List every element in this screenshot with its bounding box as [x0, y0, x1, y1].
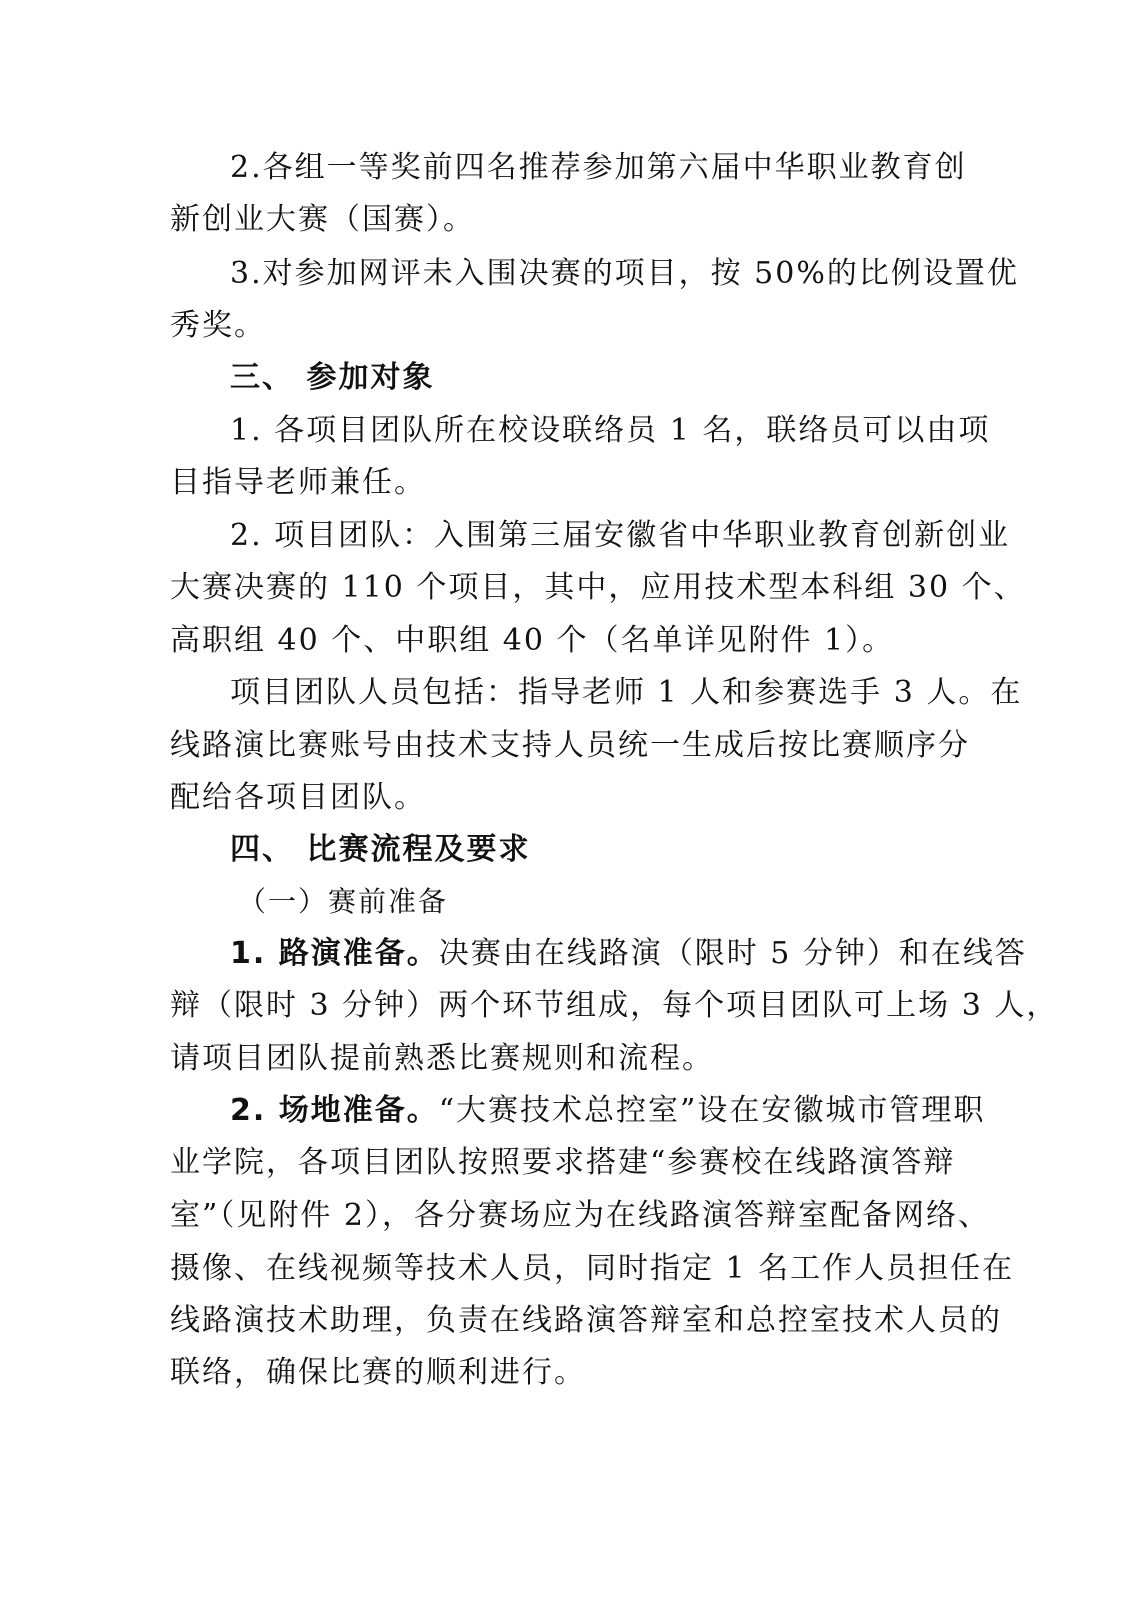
inline-bold-title: 2. 场地准备。 [230, 1093, 439, 1128]
paragraph-line: 秀奖。 [170, 308, 266, 343]
paragraph-line: 大赛决赛的 110 个项目，其中，应用技术型本科组 30 个、 [170, 570, 1026, 605]
inline-bold-title: 1. 路演准备。 [230, 936, 439, 971]
paragraph-text: “大赛技术总控室”设在安徽城市管理职 [438, 1093, 986, 1128]
paragraph-line: 线路演比赛账号由技术支持人员统一生成后按比赛顺序分 [170, 728, 970, 763]
paragraph-line: 辩（限时 3 分钟）两个环节组成，每个项目团队可上场 3 人， [170, 988, 1059, 1023]
paragraph-line [230, 934, 1027, 974]
paragraph-text: 决赛由在线路演（限时 5 分钟）和在线答 [438, 936, 1027, 971]
section-heading: 四、 比赛流程及要求 [230, 832, 531, 867]
paragraph-line: 2. 项目团队：入围第三届安徽省中华职业教育创新创业 [230, 518, 1011, 553]
paragraph-line: 室”（见附件 2），各分赛场应为在线路演答辩室配备网络、 [170, 1198, 990, 1233]
paragraph-line: 3.对参加网评未入围决赛的项目，按 50%的比例设置优 [230, 256, 1019, 291]
paragraph-line: 请项目团队提前熟悉比赛规则和流程。 [170, 1041, 714, 1076]
paragraph-line: 新创业大赛（国赛）。 [170, 202, 475, 237]
paragraph-line [230, 1091, 986, 1131]
paragraph-line: 配给各项目团队。 [170, 780, 426, 815]
paragraph-line: 1. 各项目团队所在校设联络员 1 名，联络员可以由项 [230, 413, 991, 448]
paragraph-line: 高职组 40 个、中职组 40 个（名单详见附件 1）。 [170, 623, 895, 658]
paragraph-line: 业学院，各项目团队按照要求搭建“参赛校在线路演答辩 [170, 1145, 956, 1180]
subsection-heading: （一）赛前准备 [238, 885, 449, 918]
paragraph-line: 线路演技术助理，负责在线路演答辩室和总控室技术人员的 [170, 1303, 1002, 1338]
paragraph-line: 项目团队人员包括：指导老师 1 人和参赛选手 3 人。在 [230, 675, 1023, 710]
paragraph-line: 2.各组一等奖前四名推荐参加第六届中华职业教育创 [230, 150, 967, 185]
paragraph-line: 摄像、在线视频等技术人员，同时指定 1 名工作人员担任在 [170, 1251, 1015, 1286]
paragraph-line: 目指导老师兼任。 [170, 465, 426, 500]
paragraph-line: 联络，确保比赛的顺利进行。 [170, 1355, 586, 1390]
section-heading: 三、 参加对象 [230, 360, 435, 395]
